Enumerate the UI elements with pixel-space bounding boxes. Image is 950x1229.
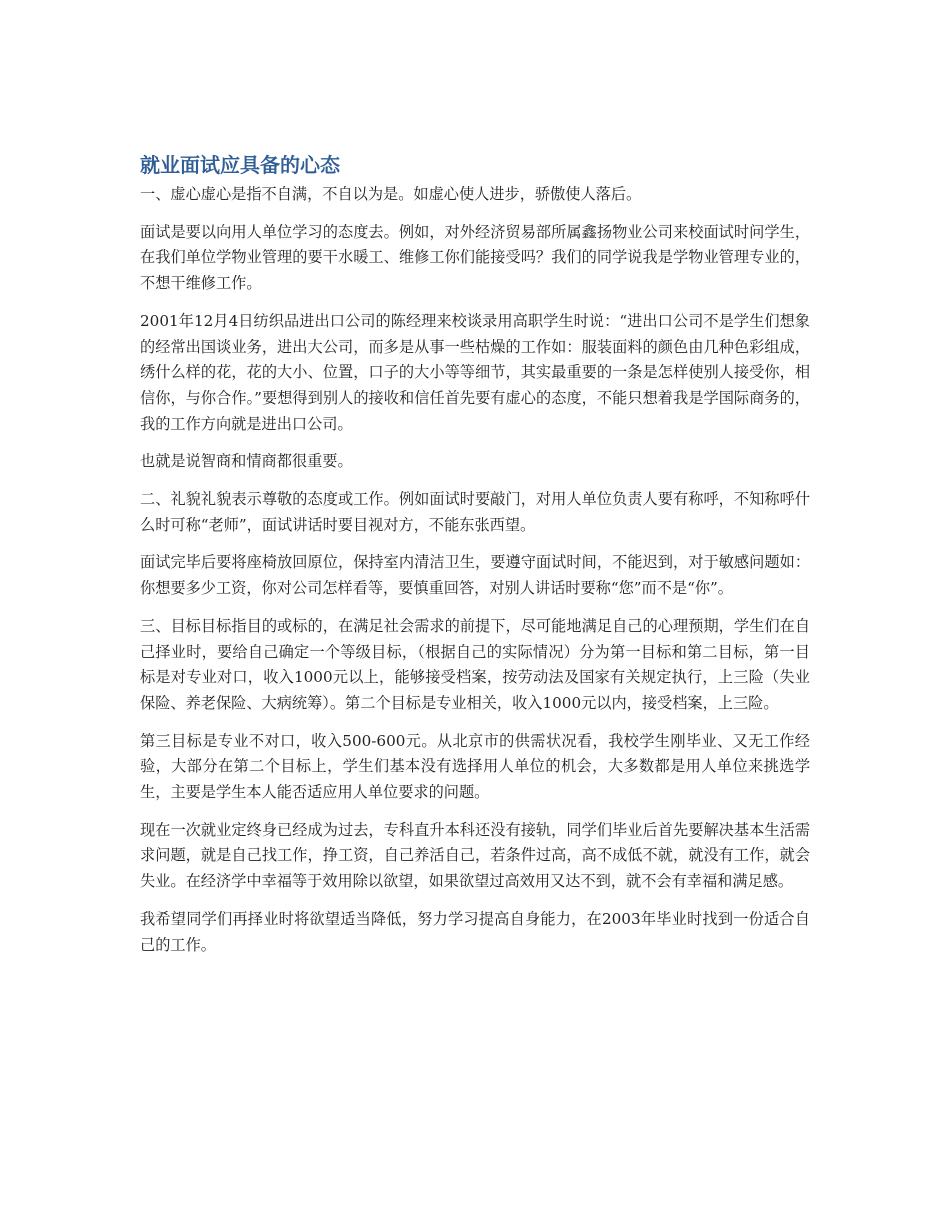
paragraph-after-interview: 面试完毕后要将座椅放回原位，保持室内清洁卫生，要遵守面试时间，不能迟到，对于敏感问题如：你想要多少工资，你对公司怎样看等，要慎重回答，对别人讲话时要称“您”而不是“你”。 [140,553,810,598]
document-page [140,148,810,970]
paragraph-interview-attitude: 面试是要以向用人单位学习的态度去。例如，对外经济贸易部所属鑫扬物业公司来校面试时问学生，在我们单位学物业管理的要干水暖工、维修工你们能接受吗？我们的同学说我是学物业管理专业的，不想干维修工作。 [140,222,810,293]
paragraph-third-goal: 第三目标是专业不对口，收入500-600元。从北京市的供需状况看，我校学生刚毕业、又无工作经验，大部分在第二个目标上，学生们基本没有选择用人单位的机会，大多数都是用人单位来挑选学生，主要是学生本人能否适应用人单位要求的问题。 [140,731,810,802]
paragraph-goals: 三、目标目标指目的或标的，在满足社会需求的前提下，尽可能地满足自己的心理预期，学生们在自己择业时，要给自己确定一个等级目标，（根据自己的实际情况）分为第一目标和第二目标，第一目标是对专业对口，收入1000元以上，能够接受档案，按劳动法及国家有关规定执行，上三险（失业保险、养老保险、大病统筹）。第二个目标是专业相关，收入1000元以内，接受档案，上三险。 [140,616,810,712]
paragraph-humility: 一、虚心虚心是指不自满，不自以为是。如虚心使人进步，骄傲使人落后。 [140,185,642,203]
document-title: 就业面试应具备的心态 [140,153,340,177]
paragraph-iq-eq: 也就是说智商和情商都很重要。 [140,452,353,471]
paragraph-politeness: 二、礼貌礼貌表示尊敬的态度或工作。例如面试时要敲门，对用人单位负责人要有称呼，不知称呼什么时可称“老师”，面试讲话时要目视对方，不能东张西望。 [140,490,810,534]
paragraph-employment-reality: 现在一次就业定终身已经成为过去，专科直升本科还没有接轨，同学们毕业后首先要解决基本生活需求问题，就是自己找工作，挣工资，自己养活自己，若条件过高，高不成低不就，就没有工作，就会失业。在经济学中幸福等于效用除以欲望，如果欲望过高效用又达不到，就不会有幸福和满足感。 [140,820,810,891]
paragraph-closing-hope: 我希望同学们再择业时将欲望适当降低，努力学习提高自身能力，在2003年毕业时找到一份适合自己的工作。 [140,909,810,954]
paragraph-import-export-example: 2001年12月4日纺织品进出口公司的陈经理来校谈录用高职学生时说：“进出口公司不是学生们想象的经常出国谈业务，进出大公司，而多是从事一些枯燥的工作如：服装面料的颜色由几种色彩组成，绣什么样的花，花的大小、位置，口子的大小等等细节，其实最重要的一条是怎样使别人接受你，相信你，与你合作。”要想得到别人的接收和信任首先要有虚心的态度，不能只想着我是学国际商务的，我的工作方向就是进出口公司。 [140,311,810,433]
